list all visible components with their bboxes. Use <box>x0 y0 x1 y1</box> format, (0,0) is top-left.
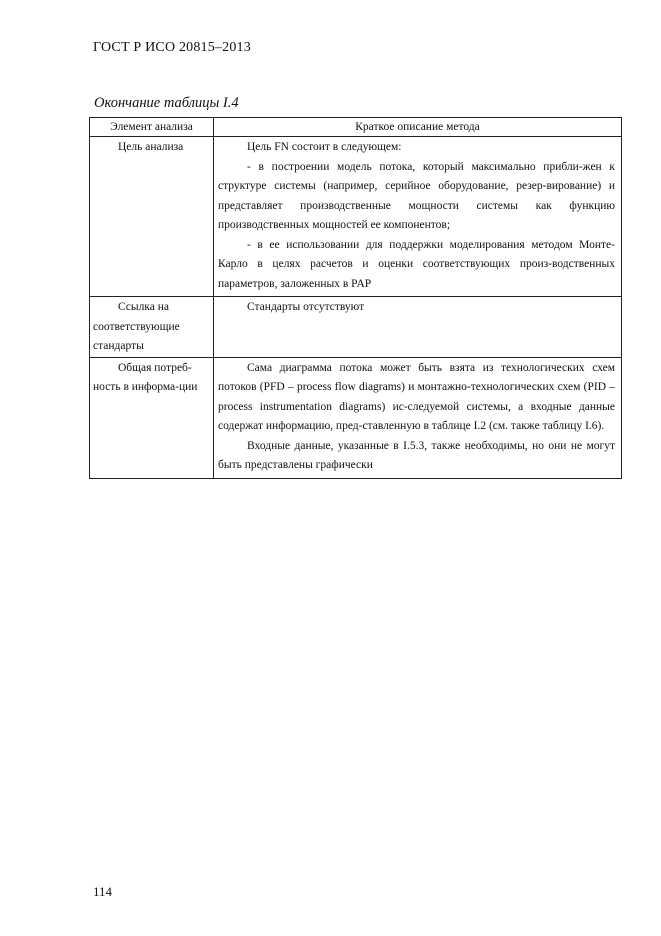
row-description-cell <box>214 357 622 478</box>
row-element-cell <box>90 297 214 358</box>
description-paragraph: - в ее использовании для поддержки моделирования методом Монте-Карло в целях расчетов и оценки соответствующих произ-водственных параметров, заложенных в PAP <box>218 238 615 290</box>
method-table <box>89 117 622 479</box>
table-header-row <box>90 118 622 137</box>
row-element-cell <box>90 137 214 297</box>
description-paragraph: Сама диаграмма потока может быть взята из технологических схем потоков (PFD – process flow diagrams) и монтажно-технологических схем (PID – process instrumentation diagrams) ис-следуемой системы, а входные данные содержат информацию, пред-ставленную в таблице I.2 (см. также таблицу I.6). <box>218 361 615 432</box>
column-header-element: Элемент анализа <box>90 118 214 137</box>
row-element-label: Ссылка на соответствующие стандарты <box>93 301 180 352</box>
row-description-cell <box>214 137 622 297</box>
description-paragraph: - в построении модель потока, который максимально прибли-жен к структуре системы (например, серийное оборудование, резер-вирование) и представляет производственные мощности системы как функцию производственных мощностей ее компонентов; <box>218 160 615 231</box>
table-row <box>90 357 622 478</box>
description-paragraph: Цель FN состоит в следующем: <box>247 141 402 153</box>
row-element-label: Общая потреб-ность в информа-ции <box>93 361 198 393</box>
table-row <box>90 297 622 358</box>
description-paragraph: Входные данные, указанные в I.5.3, также необходимы, но они не могут быть представлены графически <box>218 439 615 471</box>
description-paragraph: Стандарты отсутствуют <box>247 301 365 313</box>
column-header-description: Краткое описание метода <box>214 118 622 137</box>
document-header: ГОСТ Р ИСО 20815–2013 <box>93 40 251 55</box>
row-description-cell <box>214 297 622 358</box>
row-element-cell <box>90 357 214 478</box>
page-number: 114 <box>93 884 113 899</box>
table-row <box>90 137 622 297</box>
table-caption: Окончание таблицы I.4 <box>94 95 239 111</box>
row-element-label: Цель анализа <box>118 141 184 153</box>
